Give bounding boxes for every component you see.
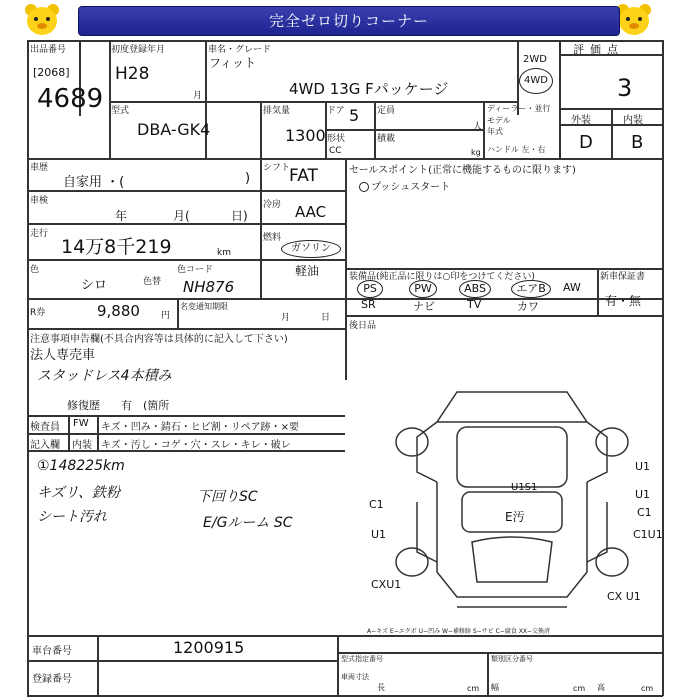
equip-navi: ナビ [413,300,435,313]
equip-label: 装備品(純正品に限りは○印をつけてください) [349,272,535,282]
car-c8: CX U1 [607,590,641,603]
reg-month-unit: 月 [193,91,203,101]
history-value: 自家用 ・( [63,175,125,190]
disp-label: 排気量 [263,106,291,116]
dims-e: 幅 [491,683,499,692]
inspector-row2: キズ・汚し・コゲ・穴・スレ・キレ・破レ [101,440,291,451]
recycle-unit: 円 [161,311,171,321]
car-diagram-icon [387,382,637,622]
equip-abs: ABS [459,280,491,298]
disp-unit: CC [329,146,342,156]
model-name: フィット [209,56,257,70]
banner-title: 完全ゼロ切りコーナー [78,6,620,36]
dims-f: 高 [597,683,605,692]
fuel-gasoline: ガソリン [281,240,341,258]
dims-d: 長 [377,683,385,692]
shape-label: 形状 [327,134,346,144]
inspector-fw: FW [73,418,89,429]
cap-label: 定員 [377,106,396,116]
hand-s1: キズリ、鉄粉 [37,485,121,501]
cap-unit: 人 [473,122,483,132]
notice-day: 日 [321,313,331,323]
inspect-month: 月( [173,209,190,223]
reg-year: H28 [115,64,150,84]
recycle-label: R券 [30,308,46,318]
check-circle-icon [359,182,369,192]
rating-int-label: 内装 [623,115,643,126]
inspector-in: 内装 [72,440,92,451]
fuel-label: 燃料 [263,233,282,243]
shift-label: シフト [263,163,291,173]
legend: A−キズ E−エクボ U−凹み W−補修跡 S−サビ C−腐食 XX−交換済 [367,628,550,635]
car-c3: C1 [369,498,384,511]
sales-label: セールスポイント(正常に機能するものに限ります) [349,165,576,176]
equip-pw: PW [409,280,437,298]
dealer-b: モデル [487,116,511,125]
hand-mileage: ①148225km [37,458,125,474]
fuel-diesel: 軽油 [295,264,320,278]
later-label: 後日品 [349,321,377,331]
dealer-c: 年式 [487,127,503,136]
recycle-value: 9,880 [97,302,140,320]
dims-unit-3: cm [641,684,654,693]
car-c7: CXU1 [371,578,402,591]
car-c6: U1 [371,528,387,541]
sales-item-text: プッシュスタート [371,182,451,193]
inspector-label: 検査員 [30,422,60,433]
chassis-value: 1200915 [173,638,245,657]
equip-new-val: 有・無 [605,294,642,308]
dims-b: 類別区分番号 [491,655,533,663]
history-label: 車歴 [30,163,49,173]
car-c4: C1U1 [633,528,663,541]
notes-line2: スタッドレス4本積み [37,368,172,384]
rating-int: B [631,132,644,153]
drive-2wd: 2WD [523,54,547,65]
type-label: 型式 [111,106,130,116]
reg-label: 初度登録年月 [111,45,166,55]
color-code-label: 色コード [177,265,214,275]
equip-aw: AW [563,281,581,294]
dims-unit-2: cm [573,684,586,693]
rating-ext-label: 外装 [571,115,591,126]
color-label: 色 [30,265,40,275]
equip-ps: PS [357,280,383,298]
mileage-label: 走行 [30,229,49,239]
disp-value: 1300 [285,126,326,145]
shift-value: FAT [289,166,318,186]
model-label: 車名・グレード [208,45,272,55]
equip-sr: SR [361,298,376,311]
car-c5: C1 [637,506,652,519]
auction-sheet [27,40,663,696]
equip-tv: TV [467,298,482,311]
rating-score: 3 [617,74,633,102]
equip-leather: カワ [517,300,539,313]
color-value: シロ [81,278,108,293]
color-no-label: 色替 [143,277,162,287]
rating-label: 評価点 [573,43,624,56]
rating-ext: D [579,132,593,153]
drive-4wd-badge: 4WD [519,68,553,94]
color-code: NH876 [183,278,235,296]
bear-mascot-right-icon [614,2,654,42]
repair-val: 有 [121,399,132,412]
hand-s3: 下回りSC [197,489,258,505]
equip-new-label: 新車保証書 [600,272,646,282]
inspect-label: 車検 [30,196,49,206]
inspect-year: 年 [115,209,128,223]
type-value: DBA-GK4 [137,120,211,139]
chassis-label: 車台番号 [32,646,72,657]
notes-label: 注意事項申告欄(不具合内容等は具体的に記入して下さい) [30,334,288,345]
ac-label: 冷房 [263,200,282,210]
dealer-a: ディーラー・並行 [487,104,551,113]
lot-number: 4689 [37,84,104,114]
hand-s2: シート汚れ [37,509,107,525]
notice-label: 名変通知期限 [180,302,228,311]
car-c2: U1 [635,488,651,501]
notes-line1: 法人専売車 [30,348,96,363]
repair-label: 修復歴 [67,399,100,412]
doors-value: 5 [349,106,360,125]
history-close: ) [245,171,251,186]
regno-label: 登録番号 [32,674,72,685]
mileage-unit: km [217,248,231,258]
notice-month: 月 [281,313,291,323]
car-c1: U1 [635,460,651,473]
doors-label: ドア [327,106,345,116]
ac-value: AAC [295,203,327,221]
inspector-label2: 記入欄 [30,440,60,451]
dims-unit-1: cm [467,684,480,693]
bear-mascot-left-icon [22,2,62,42]
inspector-row1: キズ・凹み・錆石・ヒビ割・リペア跡・×要 [101,422,299,433]
dims-a: 型式指定番号 [341,655,383,663]
load-unit: kg [471,148,481,157]
car-c10: E汚 [505,510,525,524]
model-grade: 4WD 13G Fパッケージ [289,80,449,98]
dealer-d: ハンドル 左・右 [487,145,546,154]
mileage-value: 14万8千219 [61,236,172,258]
repair-loc: (箇所 [143,399,170,412]
dims-c: 車両寸法 [341,673,369,681]
car-c9: U1S1 [511,482,538,493]
hand-s4: E/Gルーム SC [203,515,293,531]
lot-label: 出品番号 [30,45,67,55]
inspect-day: 日) [231,209,248,223]
load-label: 積載 [377,134,396,144]
sales-item [359,178,450,193]
lot-sub: [2068] [33,66,70,79]
equip-airbag: エアB [511,280,551,298]
